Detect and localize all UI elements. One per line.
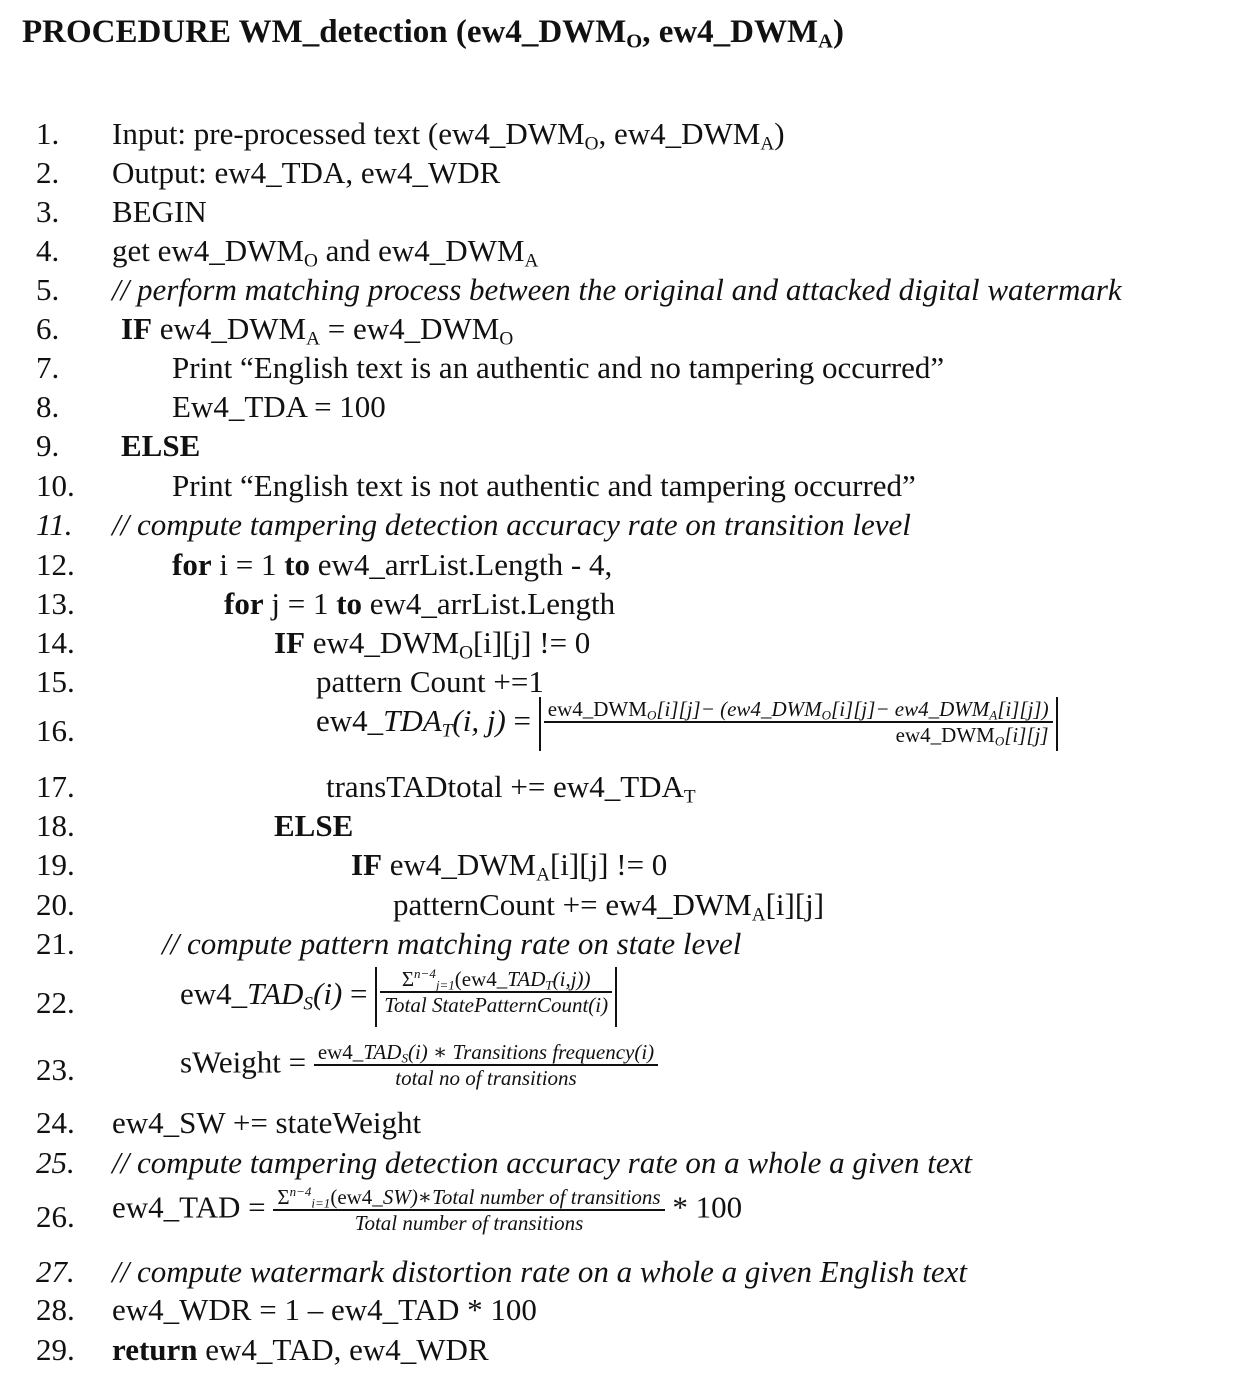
line-number: 3. — [36, 194, 60, 229]
line-text: ew4_SW += stateWeight — [112, 1105, 422, 1140]
line-number: 20. — [36, 887, 75, 922]
line-18 — [0, 808, 1251, 848]
line-21 — [0, 926, 1251, 966]
line-27 — [0, 1254, 1251, 1294]
line-text: IF $ew4\_DWM_A$ = $ew4\_DWM_O$ — [121, 311, 514, 350]
procedure-title: PROCEDURE WM_detection ($ew4\_DWM_O$, $ew4\_DWM_A$) — [22, 14, 844, 53]
line-text: for i = 1 to ew4_arrList.Length - 4, — [172, 547, 613, 582]
line-2 — [0, 155, 1251, 195]
line-1 — [0, 116, 1251, 156]
line-number: 13. — [36, 586, 75, 621]
line-number: 16. — [36, 713, 75, 748]
line-number: 11. — [36, 507, 73, 542]
equation-sweight: sWeight = $ew4\_TAD_S(i)$ ∗ Transitions frequency(i) total no of transitions — [180, 1040, 658, 1090]
line-number: 12. — [36, 547, 75, 582]
line-24 — [0, 1105, 1251, 1145]
line-13 — [0, 586, 1251, 626]
line-text: return ew4_TAD, ew4_WDR — [112, 1332, 489, 1367]
line-4 — [0, 233, 1251, 273]
line-number: 27. — [36, 1254, 75, 1289]
comment-text: // compute tampering detection accuracy rate on a whole a given text — [112, 1145, 973, 1180]
keyword-else: ELSE — [274, 808, 354, 843]
line-11 — [0, 507, 1251, 547]
line-text: BEGIN — [112, 194, 207, 229]
comment-text: // perform matching process between the original and attacked digital watermark — [112, 272, 1122, 307]
line-number: 26. — [36, 1199, 75, 1234]
line-10 — [0, 468, 1251, 508]
line-number: 4. — [36, 233, 60, 268]
line-9 — [0, 428, 1251, 468]
line-23 — [0, 1040, 1251, 1092]
line-17 — [0, 769, 1251, 809]
line-14 — [0, 625, 1251, 665]
line-26 — [0, 1184, 1251, 1239]
line-text: transTADtotal += $ew4\_TDA_T$ — [326, 769, 696, 808]
line-25 — [0, 1145, 1251, 1185]
equation-tda: $ew4\_TDA_T(i$, j) = $ew4\_DWM_O[i][j]-$ ($ew4\_DWM_O[i][j]-$ $ew4\_DWM_A[i][j]$) $ew4\_DWM_O[i][j]$ — [316, 697, 1058, 751]
line-3 — [0, 194, 1251, 234]
keyword-else: ELSE — [121, 428, 201, 463]
line-29 — [0, 1332, 1251, 1372]
line-text: IF $ew4\_DWM_O[i][j]$ != 0 — [274, 625, 591, 664]
line-number: 1. — [36, 116, 60, 151]
line-8 — [0, 389, 1251, 429]
line-6 — [0, 311, 1251, 351]
line-number: 10. — [36, 468, 75, 503]
line-5 — [0, 272, 1251, 312]
comment-text: // compute pattern matching rate on state level — [162, 926, 742, 961]
comment-text: // compute watermark distortion rate on a whole a given English text — [112, 1254, 967, 1289]
equation-tads: $ew4\_TAD_S(i)$ = $\Sigma^{n-4}_{j=1}(ew4\_TAD_T(i,j))$ Total StatePatternCount(i) — [180, 967, 617, 1027]
line-number: 25. — [36, 1145, 75, 1180]
line-number: 15. — [36, 664, 75, 699]
line-number: 9. — [36, 428, 60, 463]
line-text: Ew4_TDA = 100 — [172, 389, 386, 424]
line-number: 14. — [36, 625, 75, 660]
line-12 — [0, 547, 1251, 587]
line-number: 5. — [36, 272, 60, 307]
line-number: 7. — [36, 350, 60, 385]
line-number: 29. — [36, 1332, 75, 1367]
line-text: Input: pre-processed text ($ew4\_DWM_O$, $ew4\_DWM_A$) — [112, 116, 785, 155]
line-text: Print “English text is not authentic and tampering occurred” — [172, 468, 916, 503]
line-text: IF $ew4\_DWM_A[i][j]$ != 0 — [351, 847, 668, 886]
equation-tad: ew4_TAD = $\Sigma^{n-4}_{i=1}(ew4\_SW)∗Total$ number of transitions Total number of transitions * 100 — [112, 1184, 743, 1236]
line-number: 22. — [36, 985, 75, 1020]
line-text: pattern Count +=1 — [316, 664, 544, 699]
line-text: ew4_WDR = 1 – ew4_TAD * 100 — [112, 1292, 537, 1327]
line-number: 17. — [36, 769, 75, 804]
line-text: get $ew4\_DWM_O$ and $ew4\_DWM_A$ — [112, 233, 539, 272]
line-text: Output: ew4_TDA, ew4_WDR — [112, 155, 501, 190]
line-text: Print “English text is an authentic and no tampering occurred” — [172, 350, 945, 385]
line-text: patternCount += $ew4\_DWM_A[i][j]$ — [393, 887, 825, 926]
line-number: 28. — [36, 1292, 75, 1327]
line-19 — [0, 847, 1251, 887]
line-text: for j = 1 to ew4_arrList.Length — [224, 586, 616, 621]
line-number: 6. — [36, 311, 60, 346]
line-number: 2. — [36, 155, 60, 190]
line-22 — [0, 966, 1251, 1025]
line-28 — [0, 1292, 1251, 1332]
line-number: 8. — [36, 389, 60, 424]
line-number: 24. — [36, 1105, 75, 1140]
line-16 — [0, 697, 1251, 753]
line-number: 23. — [36, 1052, 75, 1087]
line-7 — [0, 350, 1251, 390]
line-20 — [0, 887, 1251, 927]
comment-text: // compute tampering detection accuracy rate on transition level — [112, 507, 911, 542]
line-number: 21. — [36, 926, 75, 961]
line-number: 19. — [36, 847, 75, 882]
line-number: 18. — [36, 808, 75, 843]
